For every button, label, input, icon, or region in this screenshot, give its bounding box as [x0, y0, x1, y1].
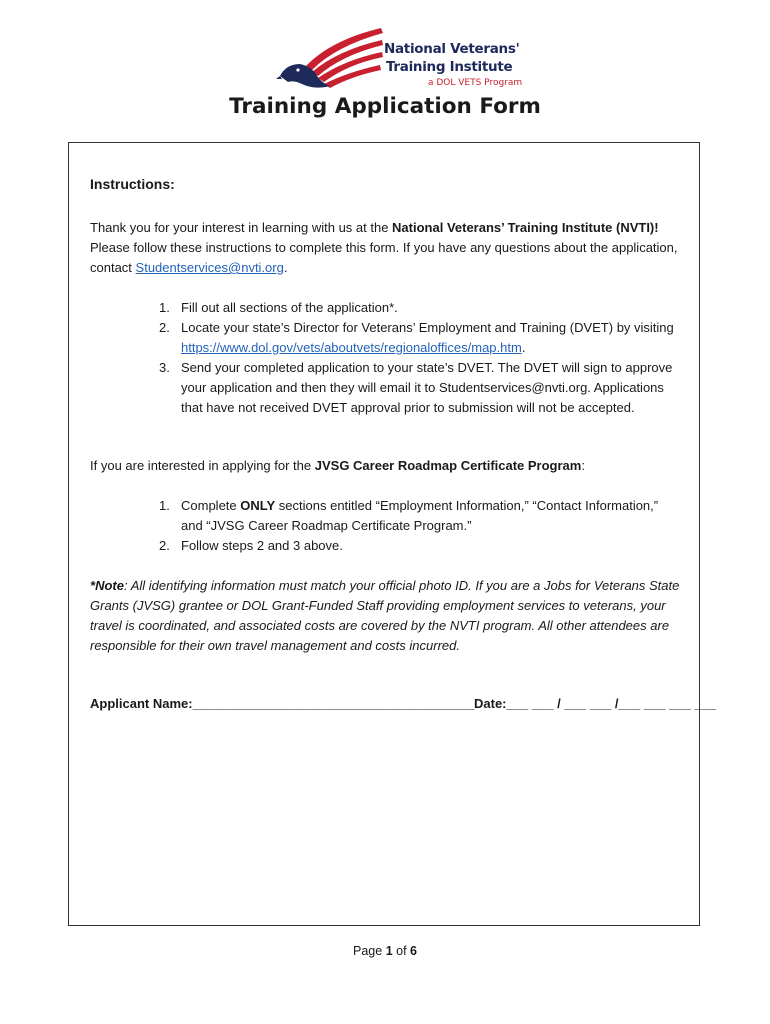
note-text: : All identifying information must match your official photo ID. If you are a Jobs for Veterans State Grants (JVSG) grantee or DOL Grant-Funded Staff providing employment services to veterans, your travel is coordinated, and associated costs are covered by the NVTI program. All other attendees are responsible for their own travel management and costs incurred.: [90, 578, 680, 653]
footer-page-word: Page: [353, 944, 386, 958]
list-number: 1.: [159, 498, 170, 513]
date-field[interactable]: Date:___ ___ / ___ ___ /___ ___ ___ ___: [474, 696, 717, 711]
note-star: *: [90, 578, 96, 593]
step-2-end: .: [521, 340, 526, 355]
list-number: 2.: [159, 320, 170, 335]
list-number: 3.: [159, 360, 170, 375]
jvsg-bold: JVSG Career Roadmap Certificate Program: [314, 458, 582, 473]
eagle-flag-icon: [276, 20, 386, 92]
list-text: Send your completed application to your state’s DVET. The DVET will sign to approve your application and then they will email it to Studentservices@nvti.org. Applications that have not received DVET approval prior to submission will not be accepted.: [181, 360, 673, 415]
jvsg-paragraph: [90, 456, 690, 476]
dvet-map-link[interactable]: https://www.dol.gov/vets/aboutvets/regionaloffices/map.htm: [181, 340, 522, 355]
note-paragraph: [90, 576, 690, 656]
list-text: [181, 318, 681, 358]
nvti-logo: [276, 20, 523, 92]
logo-line-2: Training Institute: [386, 59, 513, 75]
instructions-heading: Instructions:: [90, 176, 175, 192]
page-title: Training Application Form: [229, 94, 541, 119]
jvsg-end: :: [581, 458, 585, 473]
email-link[interactable]: Studentservices@nvti.org: [135, 260, 284, 275]
footer-of-word: of: [392, 944, 411, 958]
list-number: 1.: [159, 300, 170, 315]
jvsg-step-1-pre: Complete: [181, 498, 241, 513]
intro-text-1: Thank you for your interest in learning with us at the: [90, 220, 393, 235]
logo-line-3: a DOL VETS Program: [428, 78, 523, 88]
intro-bold: National Veterans’ Training Institute (NVTI)!: [392, 220, 659, 235]
step-2-text: Locate your state’s Director for Veterans’ Employment and Training (DVET) by visiting: [181, 320, 674, 335]
page-footer: [0, 944, 770, 958]
note-bold: Note: [95, 578, 124, 593]
intro-text-2: Please follow these instructions to complete this form. If you have any questions about the application, contact: [90, 240, 678, 275]
list-text: Fill out all sections of the application*.: [181, 300, 398, 315]
intro-end: .: [283, 260, 288, 275]
logo-line-1: National Veterans': [384, 41, 520, 57]
list-text: Follow steps 2 and 3 above.: [181, 538, 343, 553]
list-text: [181, 496, 681, 536]
footer-total-pages: 6: [410, 944, 417, 958]
list-number: 2.: [159, 538, 170, 553]
footer-current-page: 1: [385, 944, 393, 958]
jvsg-step-1-bold: ONLY: [240, 498, 276, 513]
intro-paragraph: [90, 218, 690, 278]
applicant-name-field[interactable]: Applicant Name:_______________________________________: [90, 696, 475, 711]
jvsg-step-1-post: sections entitled “Employment Information,” “Contact Information,” and “JVSG Career Roadmap Certificate Program.”: [181, 498, 659, 533]
jvsg-text: If you are interested in applying for the: [90, 458, 315, 473]
